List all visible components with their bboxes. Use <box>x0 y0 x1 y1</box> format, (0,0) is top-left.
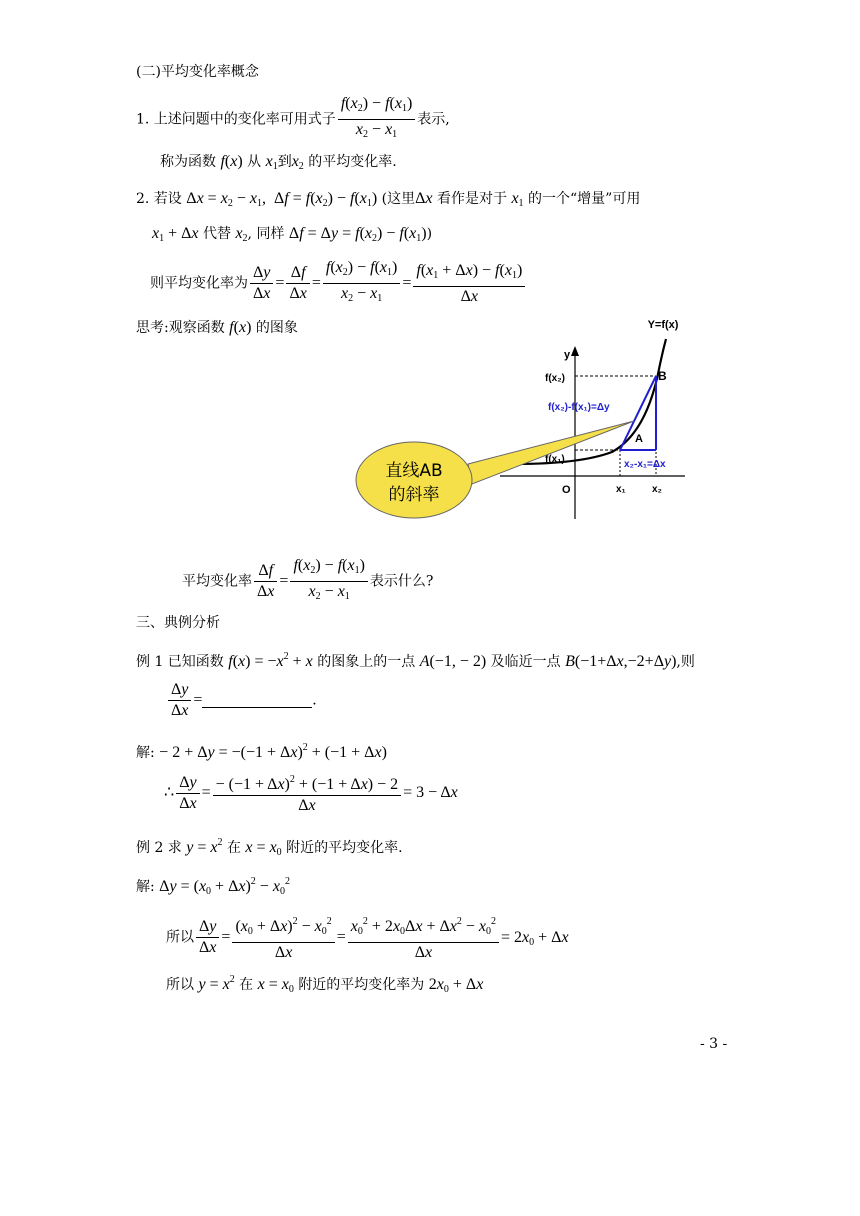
avg-rate-equation: 则平均变化率为 $\frac{\Delta y}{\Delta x}$ = $\frac{\Delta f}{\Delta x}$ = $\frac{f(x_2) - f(x_1)}{x_2 - x_1}$ = $\frac{f(x_1 + \Delta x) - f(x_1)}{\Delta x}$ <box>150 258 527 309</box>
point-a-label: A <box>635 433 643 445</box>
solution-1-line-1: 解: − $2 + \Delta y = -(-1 + \Delta x)^2 + (-1 + \Delta x)$ <box>136 742 387 761</box>
fx2-label: f(x₂) <box>545 373 565 384</box>
answer-blank <box>202 693 312 708</box>
solution-2-conclusion: 所以 $y = x^2$ 在 $x = x_0$ 附近的平均变化率为 $2x_0 + \Delta x$ <box>166 974 484 995</box>
item-1-prefix: 1. 上述问题中的变化率可用式子 <box>136 111 336 128</box>
example-1-answer-blank: $\frac{\Delta y}{\Delta x}$ = . <box>166 680 316 721</box>
callout-line-2: 的斜率 <box>388 485 440 505</box>
x2-tick-label: x₂ <box>652 484 663 495</box>
item-1 <box>136 94 450 145</box>
example-1: 例 1 已知函数 $f(x) = -x^2 + x$ 的图象上的一点 A(−1, − 2) 及临近一点 B(−1+Δx,−2+Δy),则 <box>136 651 695 670</box>
item-2: 2. 若设 $\Delta x = x_2 - x_1$, $\Delta f = f(x_2) - f(x_1)$ (这里Δx 看作是对于 $x_1$ 的一个“增量”可用 <box>136 190 641 209</box>
section-heading: (二)平均变化率概念 <box>136 64 259 80</box>
point-b-label: B <box>658 369 667 383</box>
item-1-suffix: 表示, <box>417 111 450 128</box>
item-1-definition: 称为函数 f(x) 从 $x_1$到$x_2$ 的平均变化率. <box>160 153 397 172</box>
item-2-continued: $x_1 + \Delta x$ 代替 $x_2$, 同样 $\Delta f = \Delta y = f(x_2) - f(x_1)$) <box>152 225 433 244</box>
y-axis-label: y <box>564 349 571 361</box>
secant-line-figure <box>350 314 700 526</box>
avg-rate-formula: $\frac{f(x_2) - f(x_1)}{x_2 - x_1}$ <box>338 94 415 145</box>
page-number: - 3 - <box>700 1036 728 1052</box>
origin-label: O <box>562 484 571 496</box>
think-line: 思考:观察函数 f(x) 的图象 <box>136 319 298 336</box>
solution-2-line-2: 所以 $\frac{\Delta y}{\Delta x}$ = $\frac{(x_0 + \Delta x)^2 - x_0^2}{\Delta x}$ = $\frac{x_0^2 + 2x_0\Delta x + \Delta x^2 - x_0^2}{\Delta x}$ = $2x_0 + \Delta x$ <box>166 912 569 963</box>
section-3-heading: 三、典例分析 <box>136 615 220 631</box>
graph-title: Y=f(x) <box>647 319 679 331</box>
x1-tick-label: x₁ <box>616 484 626 495</box>
callout-line-1: 直线AB <box>385 461 443 481</box>
delta-x-label: x₂-x₁=Δx <box>624 459 666 470</box>
y-axis-arrow <box>571 346 579 356</box>
solution-1-line-2: ∴ $\frac{\Delta y}{\Delta x}$ = $\frac{- (-1 + \Delta x)^2 + (-1 + \Delta x) - 2}{\Delta x}$ = 3 − Δx <box>164 770 458 816</box>
delta-y-label: f(x₂)-f(x₁)=Δy <box>548 402 610 413</box>
example-2: 例 2 求 $y = x^2$ 在 $x = x_0$ 附近的平均变化率. <box>136 837 403 858</box>
avg-rate-question: 平均变化率 $\frac{\Delta f}{\Delta x}$ = $\frac{f(x_2) - f(x_1)}{x_2 - x_1}$ 表示什么? <box>182 557 434 602</box>
solution-2-line-1: 解: $\Delta y = (x_0 + \Delta x)^2 - x_0^2$ <box>136 876 290 897</box>
fx1-label: f(x₁) <box>545 454 565 465</box>
